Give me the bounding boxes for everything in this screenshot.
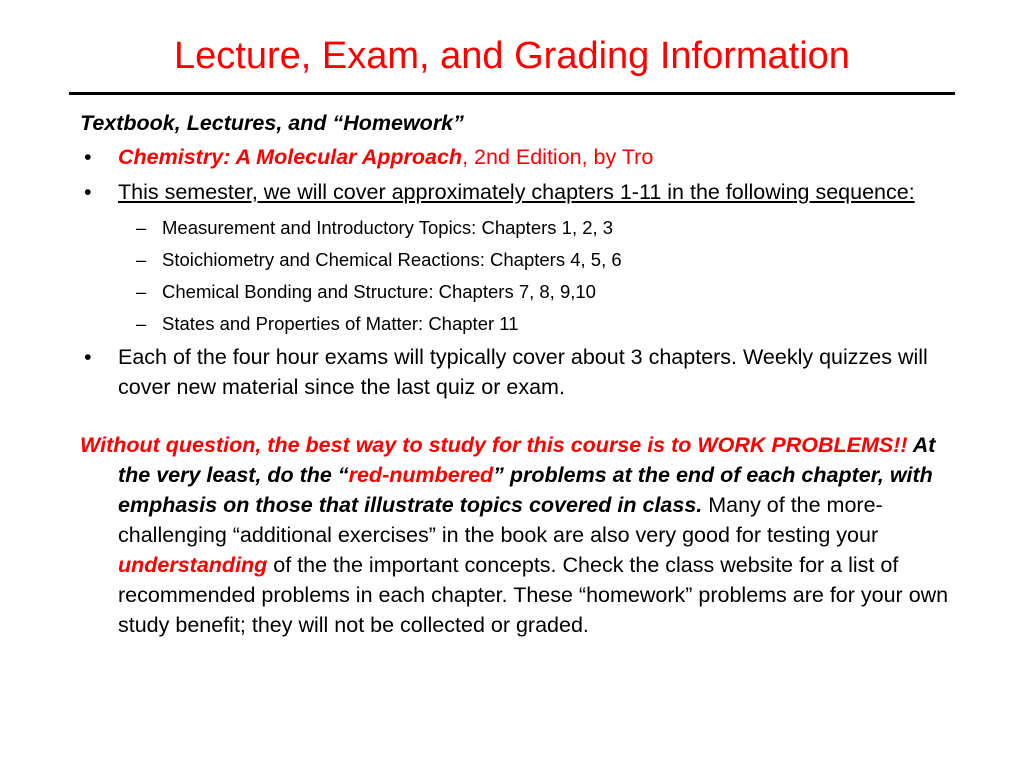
title-divider bbox=[69, 92, 955, 95]
semester-coverage-text: This semester, we will cover approximately chapters 1-11 in the following sequence: bbox=[118, 180, 915, 204]
chapter-group-text: Chemical Bonding and Structure: Chapters 7, 8, 9,10 bbox=[162, 281, 596, 302]
textbook-title: Chemistry: A Molecular Approach bbox=[118, 145, 463, 169]
exam-coverage-bullet bbox=[80, 342, 955, 402]
chapter-sequence-list bbox=[80, 212, 955, 340]
bullet-marker: • bbox=[84, 345, 92, 369]
chapter-group-text: Measurement and Introductory Topics: Chapters 1, 2, 3 bbox=[162, 217, 614, 238]
semester-coverage-bullet bbox=[80, 177, 955, 207]
chapter-group-text: States and Properties of Matter: Chapter 11 bbox=[162, 313, 519, 334]
study-advice-text-2: of the the important concepts. Check the class website for a list of recommended problems in each chapter. These “homework” problems are for your own study benefit; they will not be collected or graded. bbox=[118, 553, 949, 637]
study-advice-text-1: Many of the more-challenging “additional exercises” in the book are also very good for testing your bbox=[118, 493, 883, 547]
dash-marker: – bbox=[136, 217, 147, 238]
exam-coverage-text: Each of the four hour exams will typically cover about 3 chapters. Weekly quizzes will cover new material since the last quiz or exam. bbox=[118, 345, 928, 399]
study-advice-emphasis: Without question, the best way to study for this course is to WORK PROBLEMS!! bbox=[80, 433, 908, 457]
dash-marker: – bbox=[136, 249, 147, 270]
study-advice-paragraph bbox=[80, 430, 955, 640]
dash-marker: – bbox=[136, 281, 147, 302]
list-item bbox=[80, 212, 955, 244]
slide-title: Lecture, Exam, and Grading Information bbox=[174, 35, 850, 77]
dash-marker: – bbox=[136, 313, 147, 334]
bullet-marker: • bbox=[84, 180, 92, 204]
understanding-emphasis: understanding bbox=[118, 553, 268, 577]
textbook-edition: , 2nd Edition, by Tro bbox=[462, 145, 654, 169]
section-subheading: Textbook, Lectures, and “Homework” bbox=[80, 111, 464, 135]
list-item bbox=[80, 308, 955, 340]
bullet-marker: • bbox=[84, 145, 92, 169]
study-advice-bold-2: ” problems at the end of each chapter, with emphasis on those that illustrate topics covered in class. bbox=[118, 463, 933, 517]
slide-body bbox=[80, 108, 955, 640]
list-item bbox=[80, 276, 955, 308]
chapter-group-text: Stoichiometry and Chemical Reactions: Chapters 4, 5, 6 bbox=[162, 249, 622, 270]
textbook-bullet bbox=[80, 142, 955, 172]
red-numbered-emphasis: red-numbered bbox=[348, 463, 494, 487]
list-item bbox=[80, 244, 955, 276]
study-advice-bold-1: At the very least, do the “ bbox=[118, 433, 936, 487]
